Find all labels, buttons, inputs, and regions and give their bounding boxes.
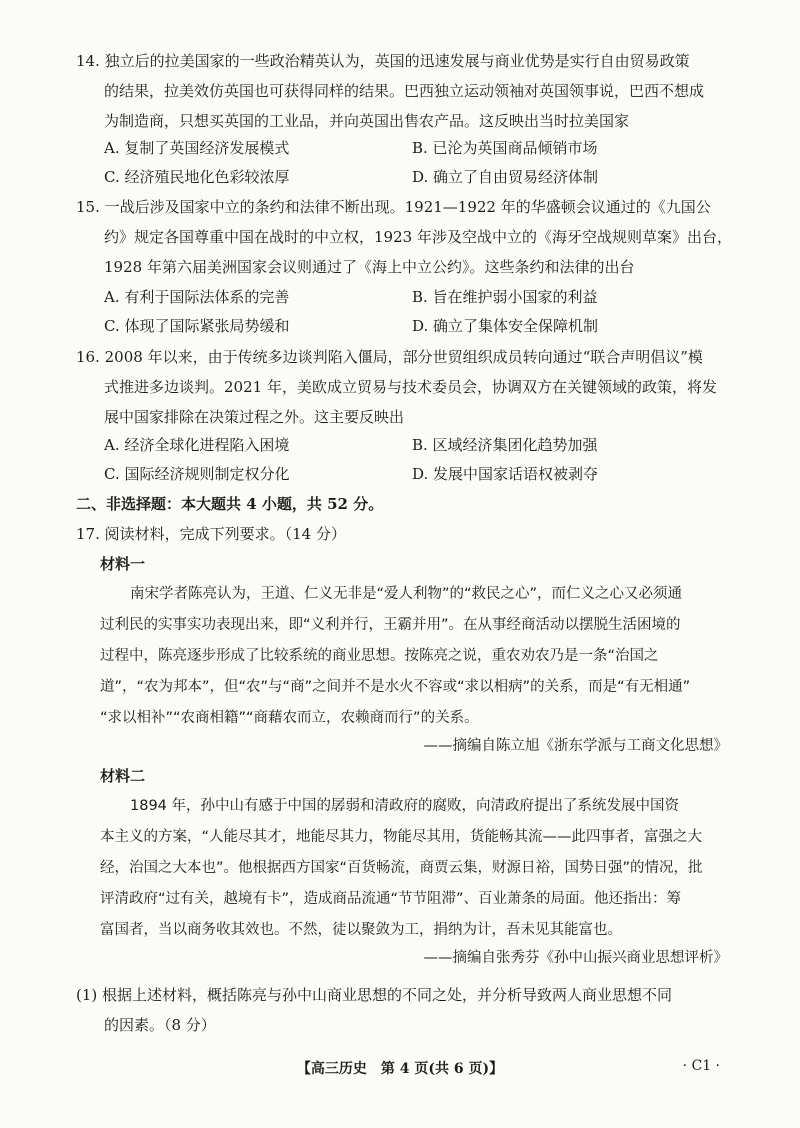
q14-line-2: 的结果，拉美效仿英国也可获得同样的结果。巴西独立运动领袖对英国领事说，巴西不想成 bbox=[104, 82, 705, 100]
material-2-line-2: 本主义的方案，“人能尽其才，地能尽其力，物能尽其用，货能畅其流——此四事者，富强之大 bbox=[100, 829, 703, 845]
q15-option-a[interactable]: A. 有利于国际法体系的完善 bbox=[104, 288, 290, 306]
material-2-line-3: 经，治国之大本也”。他根据西方国家“百货畅流，商贾云集，财源日裕，国势日强”的情况，批 bbox=[100, 860, 703, 876]
material-1-text bbox=[100, 579, 720, 734]
question-17-intro bbox=[76, 519, 736, 549]
q16-line-3: 展中国家排除在决策过程之外。这主要反映出 bbox=[104, 408, 405, 426]
question-14 bbox=[76, 46, 736, 136]
paper-code: · C1 · bbox=[682, 1058, 720, 1074]
material-1-line-5: “求以相补”“农商相籍”“商藉农而立，农赖商而行”的关系。 bbox=[100, 710, 479, 726]
q15-line-3: 1928 年第六届美洲国家会议则通过了《海上中立公约》。这些条约和法律的出台 bbox=[104, 258, 635, 276]
material-1-line-1: 南宋学者陈亮认为，王道、仁义无非是“爱人利物”的“救民之心”，而仁义之心又必须通 bbox=[130, 586, 683, 602]
q16-option-d[interactable]: D. 发展中国家话语权被剥夺 bbox=[412, 465, 599, 483]
q14-line-3: 为制造商，只想买英国的工业品，并向英国出售农产品。这反映出当时拉美国家 bbox=[104, 112, 630, 130]
q16-line-1: 16. 2008 年以来，由于传统多边谈判陷入僵局，部分世贸组织成员转向通过“联合声明倡议”模 bbox=[76, 348, 703, 366]
q15-line-1: 15. 一战后涉及国家中立的条约和法律不断出现。1921—1922 年的华盛顿会议通过的《九国公 bbox=[76, 198, 711, 216]
q17-sub1-line-2: 的因素。（8 分） bbox=[104, 1016, 216, 1034]
material-2-line-1: 1894 年，孙中山有感于中国的孱弱和清政府的腐败，向清政府提出了系统发展中国资 bbox=[130, 798, 680, 814]
q14-line-1: 14. 独立后的拉美国家的一些政治精英认为，英国的迅速发展与商业优势是实行自由贸易政策 bbox=[76, 52, 690, 70]
material-1-line-2: 过利民的实事实功表现出来，即“义利并行，王霸并用”。在从事经商活动以摆脱生活困境的 bbox=[100, 617, 681, 633]
q14-option-d[interactable]: D. 确立了自由贸易经济体制 bbox=[412, 168, 599, 186]
q14-option-b[interactable]: B. 已沦为英国商品倾销市场 bbox=[412, 139, 598, 157]
material-2-line-5: 富国者，当以商务收其效也。不然，徒以聚敛为工，捐纳为计，吾未见其能富也。 bbox=[100, 922, 622, 938]
question-16 bbox=[76, 342, 736, 432]
q15-option-c[interactable]: C. 体现了国际紧张局势缓和 bbox=[104, 317, 290, 335]
material-1-title: 材料一 bbox=[100, 555, 146, 573]
material-2-line-4: 评清政府“过有关，越境有卡”，造成商品流通“节节阻滞”、百业萧条的局面。他还指出：筹 bbox=[100, 891, 682, 907]
page-footer: 【高三历史 第 4 页(共 6 页)】 bbox=[296, 1061, 504, 1077]
material-1-line-3: 过程中，陈亮逐步形成了比较系统的商业思想。按陈亮之说，重农劝农乃是一条“治国之 bbox=[100, 648, 659, 664]
q16-option-b[interactable]: B. 区域经济集团化趋势加强 bbox=[412, 436, 598, 454]
q16-option-c[interactable]: C. 国际经济规则制定权分化 bbox=[104, 465, 290, 483]
material-2-text bbox=[100, 791, 720, 946]
material-2-source: ——摘编自张秀芬《孙中山振兴商业思想评析》 bbox=[423, 950, 728, 966]
q15-option-b[interactable]: B. 旨在维护弱小国家的利益 bbox=[412, 288, 598, 306]
q16-line-2: 式推进多边谈判。2021 年，美欧成立贸易与技术委员会，协调双方在关键领域的政策，将发 bbox=[104, 378, 717, 396]
question-15 bbox=[76, 192, 736, 282]
section-2-heading: 二、非选择题：本大题共 4 小题，共 52 分。 bbox=[76, 495, 384, 513]
material-1-source: ——摘编自陈立旭《浙东学派与工商文化思想》 bbox=[423, 738, 728, 754]
q17-intro: 17. 阅读材料，完成下列要求。（14 分） bbox=[76, 525, 346, 543]
material-2-title: 材料二 bbox=[100, 767, 146, 785]
question-17-part-1 bbox=[76, 980, 736, 1040]
q14-option-a[interactable]: A. 复制了英国经济发展模式 bbox=[104, 139, 290, 157]
q17-sub1-line-1: (1) 根据上述材料，概括陈亮与孙中山商业思想的不同之处，并分析导致两人商业思想不同 bbox=[76, 986, 673, 1004]
q14-option-c[interactable]: C. 经济殖民地化色彩较浓厚 bbox=[104, 168, 290, 186]
q15-option-d[interactable]: D. 确立了集体安全保障机制 bbox=[412, 317, 599, 335]
material-1-line-4: 道”，“农为邦本”，但“农”与“商”之间并不是水火不容或“求以相病”的关系，而是“有无相通” bbox=[100, 679, 691, 695]
q16-option-a[interactable]: A. 经济全球化进程陷入困境 bbox=[104, 436, 290, 454]
q15-line-2: 约》规定各国尊重中国在战时的中立权，1923 年涉及空战中立的《海牙空战规则草案》出台， bbox=[104, 228, 732, 246]
